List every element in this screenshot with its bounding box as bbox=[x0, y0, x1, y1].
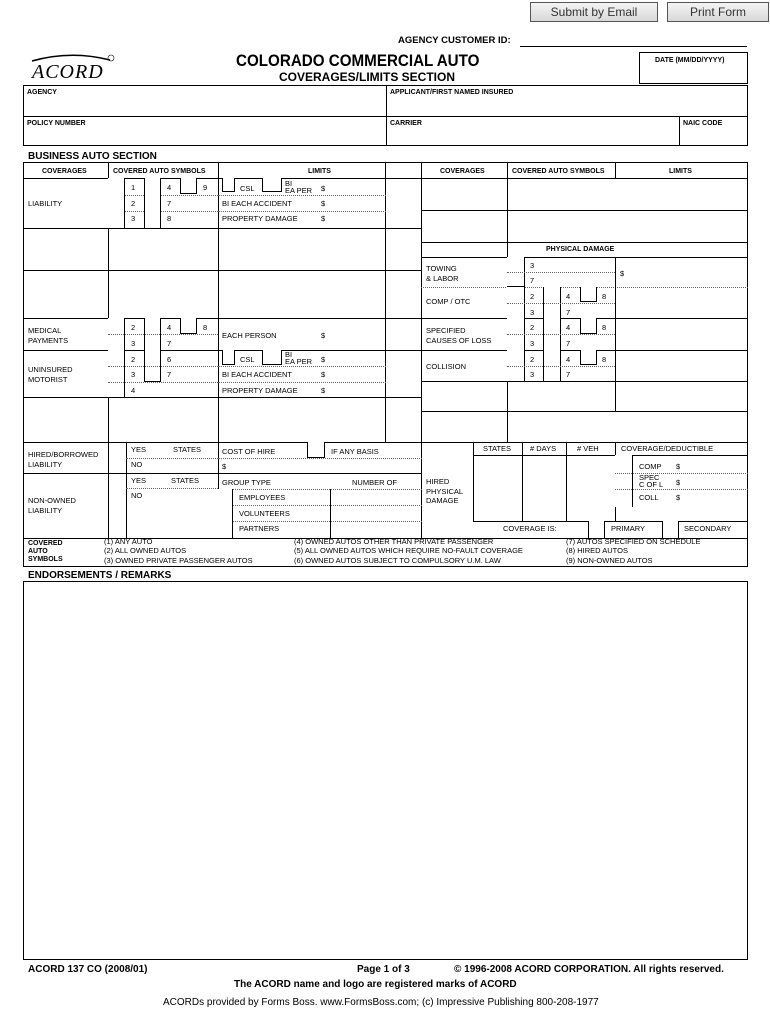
dollar-sign: $ bbox=[321, 355, 326, 364]
form-id: ACORD 137 CO (2008/01) bbox=[28, 964, 148, 975]
collision-label: COLLISION bbox=[426, 362, 467, 371]
uninsured-checkbox[interactable] bbox=[108, 350, 125, 397]
sym-8: 8 bbox=[602, 355, 607, 364]
spec-label: SPEC bbox=[639, 473, 660, 482]
dollar-sign: $ bbox=[620, 269, 625, 278]
sym-checkbox[interactable] bbox=[580, 318, 597, 334]
policy-number-label: POLICY NUMBER bbox=[27, 120, 86, 127]
bi-checkbox[interactable] bbox=[262, 178, 282, 192]
dollar-sign: $ bbox=[321, 184, 326, 193]
coll-label: COLL bbox=[639, 493, 659, 502]
bi-each-accident-label: BI EACH ACCIDENT bbox=[222, 370, 293, 379]
symbols-legend-label-2: AUTO bbox=[28, 548, 48, 555]
sym-8: 8 bbox=[167, 214, 172, 223]
sym-7: 7 bbox=[566, 370, 571, 379]
sym-3: 3 bbox=[131, 214, 136, 223]
bi-each-accident-label: BI EACH ACCIDENT bbox=[222, 199, 293, 208]
dollar-sign: $ bbox=[222, 462, 227, 471]
trademark: The ACORD name and logo are registered marks of ACORD bbox=[234, 979, 517, 990]
sym-3: 3 bbox=[131, 339, 136, 348]
sym-3: 3 bbox=[530, 370, 535, 379]
col-limits-left: LIMITS bbox=[308, 168, 331, 175]
symbols-legend-label-3: SYMBOLS bbox=[28, 556, 63, 563]
sym-4: 4 bbox=[566, 292, 571, 301]
sym-3: 3 bbox=[530, 261, 535, 270]
col-symbols-left: COVERED AUTO SYMBOLS bbox=[113, 168, 206, 175]
col-coverages-right: COVERAGES bbox=[440, 168, 485, 175]
endorsements-field[interactable] bbox=[23, 581, 748, 960]
sym-7: 7 bbox=[167, 199, 172, 208]
sym-4: 4 bbox=[566, 323, 571, 332]
symbol-item: (8) HIRED AUTOS bbox=[566, 546, 628, 555]
dollar-sign: $ bbox=[321, 214, 326, 223]
submit-by-email-button[interactable]: Submit by Email bbox=[530, 2, 658, 22]
comp-checkbox[interactable] bbox=[615, 455, 633, 507]
specified-label: SPECIFIED bbox=[426, 326, 466, 335]
csl-label: CSL bbox=[240, 184, 255, 193]
print-form-button[interactable]: Print Form bbox=[667, 2, 769, 22]
medical-label-2: PAYMENTS bbox=[28, 336, 69, 345]
comp-label: COMP bbox=[639, 462, 662, 471]
symbol-item: (9) NON-OWNED AUTOS bbox=[566, 556, 653, 565]
bi-label: BI bbox=[285, 350, 293, 359]
primary-checkbox[interactable] bbox=[588, 521, 605, 538]
sym-8: 8 bbox=[602, 292, 607, 301]
employees-checkbox[interactable] bbox=[218, 489, 233, 538]
coverage-deductible-label: COVERAGE/DEDUCTIBLE bbox=[621, 444, 714, 453]
symbol-item: (2) ALL OWNED AUTOS bbox=[104, 546, 187, 555]
days-label: # DAYS bbox=[530, 444, 557, 453]
hired-pd-label-2: PHYSICAL bbox=[426, 487, 464, 496]
secondary-label: SECONDARY bbox=[684, 524, 732, 533]
provider-note: ACORDs provided by Forms Boss. www.FormsBoss.com; (c) Impressive Publishing 800-208-1977 bbox=[163, 997, 599, 1008]
sym-2: 2 bbox=[131, 355, 136, 364]
endorsements-title: ENDORSEMENTS / REMARKS bbox=[28, 570, 172, 581]
dollar-sign: $ bbox=[676, 478, 681, 487]
liability-checkbox[interactable] bbox=[108, 178, 125, 228]
number-of-label: NUMBER OF bbox=[352, 478, 397, 487]
sym-7: 7 bbox=[167, 370, 172, 379]
customer-id-field[interactable] bbox=[520, 34, 746, 46]
sym-checkbox[interactable] bbox=[180, 178, 197, 194]
sym-4: 4 bbox=[566, 355, 571, 364]
col-coverages-left: COVERAGES bbox=[42, 168, 87, 175]
symbol-item: (1) ANY AUTO bbox=[104, 537, 153, 546]
dollar-sign: $ bbox=[676, 493, 681, 502]
dollar-sign: $ bbox=[321, 386, 326, 395]
no-label: NO bbox=[131, 460, 143, 469]
sym-2: 2 bbox=[530, 355, 535, 364]
specified-label-2: CAUSES OF LOSS bbox=[426, 336, 492, 345]
symbol-item: (5) ALL OWNED AUTOS WHICH REQUIRE NO-FAULT COVERAGE bbox=[294, 546, 523, 555]
uninsured-label-2: MOTORIST bbox=[28, 375, 68, 384]
sym-checkbox[interactable] bbox=[180, 318, 197, 334]
medical-label: MEDICAL bbox=[28, 326, 62, 335]
page-number: Page 1 of 3 bbox=[357, 964, 410, 975]
customer-id-label: AGENCY CUSTOMER ID: bbox=[398, 35, 511, 46]
date-field[interactable] bbox=[645, 68, 745, 81]
sym-checkbox[interactable] bbox=[580, 287, 597, 302]
non-owned-label-2: LIABILITY bbox=[28, 506, 63, 515]
sym-checkbox[interactable] bbox=[144, 178, 161, 228]
if-any-basis-checkbox[interactable] bbox=[307, 442, 325, 458]
sym-2: 2 bbox=[131, 323, 136, 332]
sym-7: 7 bbox=[167, 339, 172, 348]
sym-6: 6 bbox=[167, 355, 172, 364]
dollar-sign: $ bbox=[676, 462, 681, 471]
applicant-label: APPLICANT/FIRST NAMED INSURED bbox=[390, 89, 514, 96]
csl-label: CSL bbox=[240, 355, 255, 364]
sym-4: 4 bbox=[167, 323, 172, 332]
sym-7: 7 bbox=[566, 308, 571, 317]
dollar-sign: $ bbox=[321, 331, 326, 340]
yes-label: YES bbox=[131, 445, 147, 454]
coverage-is-label: COVERAGE IS: bbox=[503, 524, 557, 533]
sym-9: 9 bbox=[203, 183, 208, 192]
sym-3: 3 bbox=[131, 370, 136, 379]
sym-2: 2 bbox=[530, 292, 535, 301]
ea-per-label: EA PER bbox=[285, 186, 313, 195]
carrier-label: CARRIER bbox=[390, 120, 422, 127]
physical-damage-title: PHYSICAL DAMAGE bbox=[546, 246, 615, 253]
sym-3: 3 bbox=[530, 339, 535, 348]
symbol-item: (7) AUTOS SPECIFIED ON SCHEDULE bbox=[566, 537, 701, 546]
sym-7: 7 bbox=[566, 339, 571, 348]
csl-checkbox[interactable] bbox=[222, 178, 235, 192]
spec-label-2: C OF L bbox=[639, 480, 664, 489]
partners-label: PARTNERS bbox=[239, 524, 280, 533]
non-owned-label: NON-OWNED bbox=[28, 496, 76, 505]
hired-pd-label: HIRED bbox=[426, 477, 450, 486]
yes-label: YES bbox=[131, 476, 147, 485]
symbols-legend-label: COVERED bbox=[28, 540, 63, 547]
symbol-item: (4) OWNED AUTOS OTHER THAN PRIVATE PASSENGER bbox=[294, 537, 494, 546]
employees-label: EMPLOYEES bbox=[239, 493, 286, 502]
copyright: © 1996-2008 ACORD CORPORATION. All rights reserved. bbox=[454, 964, 724, 975]
states-label: STATES bbox=[483, 444, 512, 453]
col-limits-right: LIMITS bbox=[669, 168, 692, 175]
group-type-label: GROUP TYPE bbox=[222, 478, 271, 487]
comp-otc-label: COMP / OTC bbox=[426, 297, 471, 306]
agency-label: AGENCY bbox=[27, 89, 57, 96]
sym-3: 3 bbox=[530, 308, 535, 317]
acord-logo bbox=[26, 52, 116, 82]
veh-label: # VEH bbox=[577, 444, 599, 453]
sym-checkbox[interactable] bbox=[580, 350, 597, 365]
property-damage-label: PROPERTY DAMAGE bbox=[222, 386, 298, 395]
towing-label: TOWING bbox=[426, 264, 457, 273]
bi-label: BI bbox=[285, 179, 293, 188]
sym-2: 2 bbox=[530, 323, 535, 332]
liability-label: LIABILITY bbox=[28, 199, 63, 208]
svg-text:ACORD: ACORD bbox=[32, 61, 104, 82]
symbol-item: (6) OWNED AUTOS SUBJECT TO COMPULSORY U.M. LAW bbox=[294, 556, 501, 565]
hired-borrowed-label-2: LIABILITY bbox=[28, 460, 63, 469]
states-label: STATES bbox=[173, 445, 202, 454]
states-label: STATES bbox=[171, 476, 200, 485]
um-csl-checkbox[interactable] bbox=[222, 350, 235, 365]
page-title: COLORADO COMMERCIAL AUTO bbox=[236, 52, 480, 70]
hired-pd-label-3: DAMAGE bbox=[426, 496, 459, 505]
sym-1: 1 bbox=[131, 183, 136, 192]
sym-8: 8 bbox=[203, 323, 208, 332]
col-symbols-right: COVERED AUTO SYMBOLS bbox=[512, 168, 605, 175]
date-label: DATE (MM/DD/YYYY) bbox=[655, 57, 725, 64]
property-damage-label: PROPERTY DAMAGE bbox=[222, 214, 298, 223]
primary-label: PRIMARY bbox=[611, 524, 646, 533]
cost-of-hire-label: COST OF HIRE bbox=[222, 447, 276, 456]
secondary-checkbox[interactable] bbox=[662, 521, 679, 538]
naic-label: NAIC CODE bbox=[683, 120, 723, 127]
section-title: BUSINESS AUTO SECTION bbox=[28, 151, 157, 162]
volunteers-label: VOLUNTEERS bbox=[239, 509, 290, 518]
no-label: NO bbox=[131, 491, 143, 500]
dollar-sign: $ bbox=[321, 370, 326, 379]
sym-2: 2 bbox=[131, 199, 136, 208]
towing-label-2: & LABOR bbox=[426, 274, 459, 283]
sym-4: 4 bbox=[167, 183, 172, 192]
sym-4: 4 bbox=[131, 386, 136, 395]
if-any-basis-label: IF ANY BASIS bbox=[331, 447, 379, 456]
symbol-item: (3) OWNED PRIVATE PASSENGER AUTOS bbox=[104, 556, 253, 565]
um-bi-checkbox[interactable] bbox=[262, 350, 282, 365]
uninsured-label: UNINSURED bbox=[28, 365, 73, 374]
hired-borrowed-label: HIRED/BORROWED bbox=[28, 450, 99, 459]
sym-7: 7 bbox=[530, 276, 535, 285]
sym-8: 8 bbox=[602, 323, 607, 332]
ea-per-label: EA PER bbox=[285, 357, 313, 366]
dollar-sign: $ bbox=[321, 199, 326, 208]
each-person-label: EACH PERSON bbox=[222, 331, 277, 340]
page-subtitle: COVERAGES/LIMITS SECTION bbox=[279, 70, 456, 84]
